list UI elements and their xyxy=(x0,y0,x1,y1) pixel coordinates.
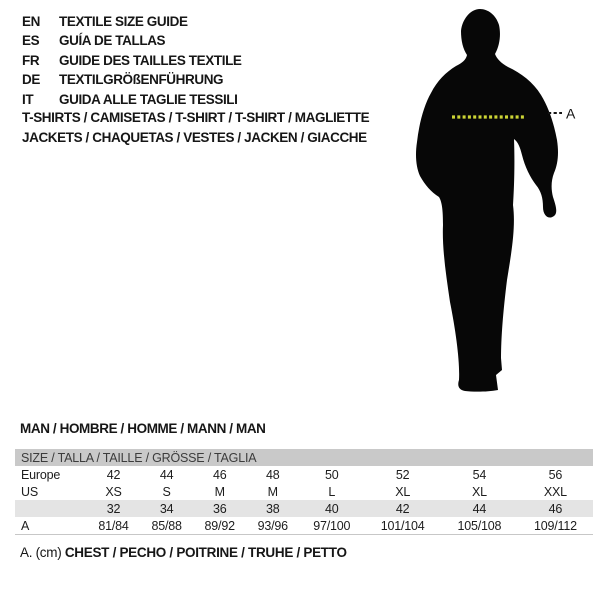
size-cell: 46 xyxy=(548,501,563,516)
size-cell: S xyxy=(162,484,171,499)
size-cell: 32 xyxy=(106,501,121,516)
size-cell: 85/88 xyxy=(151,518,182,533)
footnote-text: CHEST / PECHO / POITRINE / TRUHE / PETTO xyxy=(64,545,347,560)
language-title: GUIDE DES TAILLES TEXTILE xyxy=(59,52,242,68)
size-cell: 44 xyxy=(159,467,174,482)
language-code: FR xyxy=(22,52,40,68)
measure-label-a: A xyxy=(566,105,576,122)
size-cell: XL xyxy=(471,484,487,499)
size-cell: 36 xyxy=(212,501,227,516)
size-cell: M xyxy=(214,484,225,499)
size-cell: 40 xyxy=(325,501,339,516)
size-cell: 46 xyxy=(212,467,227,482)
size-cell: 42 xyxy=(395,501,410,516)
language-code: DE xyxy=(22,72,40,88)
size-cell: 44 xyxy=(472,501,487,516)
language-code: ES xyxy=(22,33,40,49)
size-cell: 54 xyxy=(472,467,487,482)
size-cell: 50 xyxy=(325,467,339,482)
size-cell: 52 xyxy=(395,467,410,482)
size-cell: 38 xyxy=(266,501,280,516)
man-silhouette xyxy=(416,9,558,392)
size-table-container xyxy=(15,449,593,535)
row-label: A xyxy=(21,518,30,533)
size-table-header-row xyxy=(15,449,593,466)
category-line-tshirts: T-SHIRTS / CAMISETAS / T-SHIRT / T-SHIRT / MAGLIETTE xyxy=(22,110,370,125)
size-table-body xyxy=(15,449,593,535)
table-row xyxy=(15,517,593,535)
language-row xyxy=(22,12,242,31)
table-row xyxy=(15,500,593,517)
size-cell: 101/104 xyxy=(380,518,425,533)
language-list xyxy=(22,12,242,109)
row-label: US xyxy=(21,484,38,499)
size-cell: 105/108 xyxy=(457,518,502,533)
size-cell: 97/100 xyxy=(313,518,351,533)
language-row xyxy=(22,51,242,70)
size-cell: 48 xyxy=(266,467,280,482)
language-code: IT xyxy=(22,91,34,107)
section-heading-man: MAN / HOMBRE / HOMME / MANN / MAN xyxy=(20,421,266,436)
size-cell: 42 xyxy=(106,467,121,482)
category-lines xyxy=(22,108,369,148)
man-figure xyxy=(398,4,588,398)
measurement-footnote xyxy=(20,545,347,560)
size-cell: 56 xyxy=(548,467,563,482)
size-cell: 34 xyxy=(159,501,174,516)
size-table xyxy=(15,449,593,535)
table-row xyxy=(15,483,593,500)
footnote-prefix: A. (cm) xyxy=(20,545,62,560)
language-row xyxy=(22,70,242,89)
size-cell: 93/96 xyxy=(257,518,288,533)
size-cell: XS xyxy=(105,484,122,499)
size-cell: 81/84 xyxy=(98,518,129,533)
size-cell: L xyxy=(328,484,336,499)
size-cell: 89/92 xyxy=(204,518,235,533)
size-cell: XXL xyxy=(543,484,567,499)
language-title: GUIDA ALLE TAGLIE TESSILI xyxy=(59,91,238,107)
language-title: TEXTILE SIZE GUIDE xyxy=(59,14,188,29)
language-title: GUÍA DE TALLAS xyxy=(59,33,166,49)
row-label xyxy=(15,500,87,517)
language-title: TEXTILGRÖßENFÜHRUNG xyxy=(59,72,224,88)
language-code: EN xyxy=(22,14,40,29)
size-cell: 109/112 xyxy=(533,518,577,533)
size-cell: M xyxy=(267,484,278,499)
row-label: Europe xyxy=(21,467,61,482)
language-row xyxy=(22,31,242,50)
category-line-jackets: JACKETS / CHAQUETAS / VESTES / JACKEN / GIACCHE xyxy=(22,130,367,145)
size-cell: XL xyxy=(395,484,411,499)
size-table-header-label: SIZE / TALLA / TAILLE / GRÖSSE / TAGLIA xyxy=(21,450,257,465)
table-row xyxy=(15,466,593,483)
language-row xyxy=(22,90,242,109)
